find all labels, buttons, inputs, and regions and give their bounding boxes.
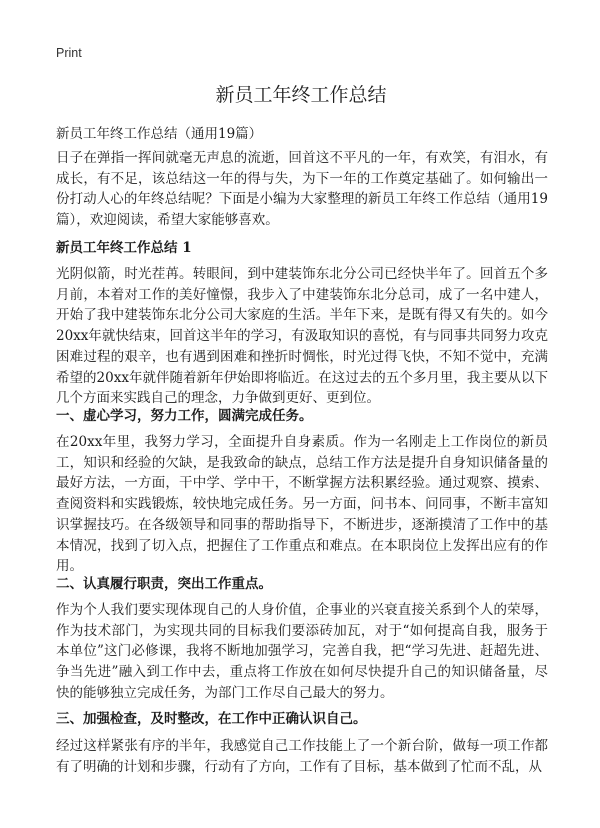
point-heading: 一、虚心学习，努力工作，圆满完成任务。 <box>56 408 313 424</box>
point-paragraph: 经过这样紧张有序的半年，我感觉自己工作技能上了一个新台阶，做每一项工作都有了明确的计划和步骤，行动有了方向，工作有了目标，基本做到了忙而不乱，从 <box>56 738 548 775</box>
point-heading: 三、加强检查，及时整改，在工作中正确认识自己。 <box>56 711 367 727</box>
document-title: 新员工年终工作总结 <box>215 84 387 106</box>
print-link[interactable]: Print <box>56 46 82 60</box>
section-paragraph: 光阴似箭，时光茬苒。转眼间，到中建装饰东北分公司已经快半年了。回首五个多月前，本着对工作的美好憧憬，我步入了中建装饰东北分总司，成了一名中建人，开始了我中建装饰东北分公司大家庭的生活。半年下来，是既有得又有失的。如今20xx年就快结束，回首这半年的学习，有汲取知识的喜悦，有与同事共同努力攻克困难过程的艰辛，也有遇到困难和挫折时惆怅，时光过得飞快，不知不觉中，充满希望的20xx年就伴随着新年伊始即将临近。在这过去的五个多月里，我主要从以下几个方面来实践自己的理念，力争做到更好、更到位。 <box>56 266 548 407</box>
point-paragraph: 作为个人我们要实现体现自己的人身价值，企事业的兴衰直接关系到个人的荣辱，作为技术部门，为实现共同的目标我们要添砖加瓦，对于“如何提高自我，服务于本单位”这门必修课，我将不断地加强学习，完善自我，把“学习先进、赶超先进、争当先进”融入到工作中去，重点将工作放在如何尽快提升自己的知识储备量，尽快的能够独立完成任务，为部门工作尽自己最大的努力。 <box>56 602 548 701</box>
intro-paragraph: 日子在弹指一挥间就毫无声息的流逝，回首这不平凡的一年，有欢笑，有泪水，有成长，有不足，该总结这一年的得与失，为下一年的工作奠定基础了。如何输出一份打动人心的年终总结呢？下面是小编为大家整理的新员工年终工作总结（通用19篇），欢迎阅读，希望大家能够喜欢。 <box>56 150 548 229</box>
point-heading: 二、认真履行职责，突出工作重点。 <box>56 576 272 592</box>
section-heading: 新员工年终工作总结 1 <box>56 240 192 256</box>
document-subtitle: 新员工年终工作总结（通用19篇） <box>56 126 263 142</box>
point-paragraph: 在20xx年里，我努力学习，全面提升自身素质。作为一名刚走上工作岗位的新员工，知识和经验的欠缺，是我致命的缺点，总结工作方法是提升自身知识储备量的最好方法，一方面，干中学、学中干，不断掌握方法积累经验。通过观察、摸索、查阅资料和实践锻炼，较快地完成任务。另一方面，问书本、问同事，不断丰富知识掌握技巧。在各级领导和同事的帮助指导下，不断进步，逐渐摸清了工作中的基本情况，找到了切入点，把握住了工作重点和难点。在本职岗位上发挥出应有的作用。 <box>56 434 548 575</box>
